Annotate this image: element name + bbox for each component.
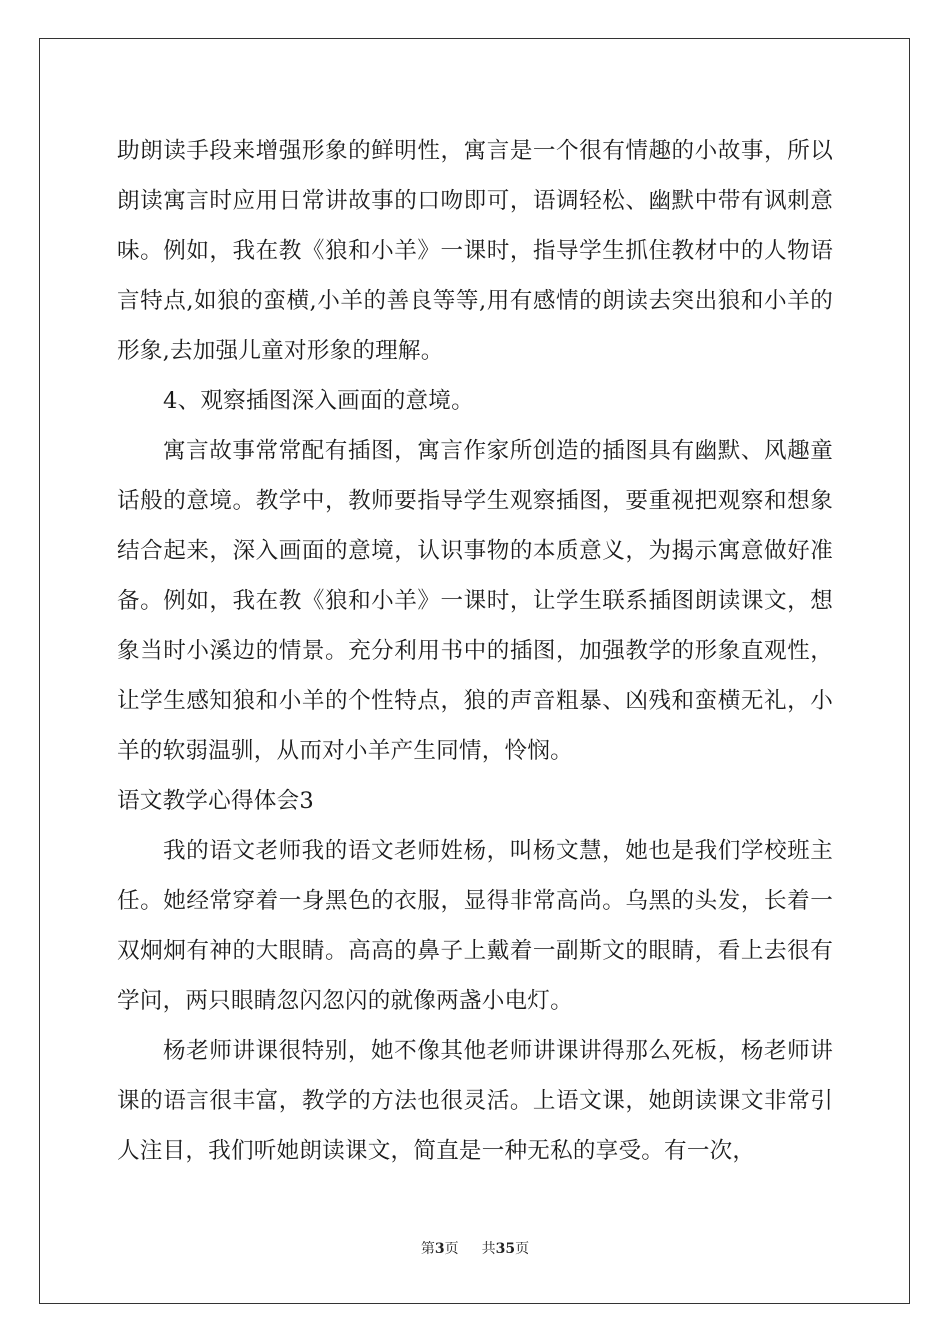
paragraph-section-4: 4、观察插图深入画面的意境。: [163, 388, 474, 414]
page-number: 3: [434, 1241, 445, 1257]
paragraph-continuation: 助朗读手段来增强形象的鲜明性，寓言是一个很有情趣的小故事，所以朗读寓言时应用日常讲故事的口吻即可，语调轻松、幽默中带有讽刺意味。例如，我在教《狼和小羊》一课时，指导学生抓住教材中的人物语言特点,如狼的蛮横,小羊的善良等等,用有感情的朗读去突出狼和小羊的形象,去加强儿童对形象的理解。: [117, 138, 833, 364]
section-heading: 语文教学心得体会3: [117, 788, 314, 814]
paragraph-teacher-intro: 我的语文老师我的语文老师姓杨，叫杨文慧，她也是我们学校班主任。她经常穿着一身黑色的衣服，显得非常高尚。乌黑的头发，长着一双炯炯有神的大眼睛。高高的鼻子上戴着一副斯文的眼睛，看上去很有学问，两只眼睛忽闪忽闪的就像两盏小电灯。: [117, 838, 833, 1014]
total-pages: 35: [495, 1241, 516, 1257]
page-suffix: 页: [444, 1241, 459, 1257]
page-prefix: 第: [420, 1241, 435, 1257]
document-body: [117, 126, 833, 1176]
paragraph-teacher-lessons: 杨老师讲课很特别，她不像其他老师讲课讲得那么死板，杨老师讲课的语言很丰富，教学的方法也很灵活。上语文课，她朗读课文非常引人注目，我们听她朗读课文，简直是一种无私的享受。有一次，: [117, 1038, 833, 1164]
paragraph-illustration: 寓言故事常常配有插图，寓言作家所创造的插图具有幽默、风趣童话般的意境。教学中，教师要指导学生观察插图，要重视把观察和想象结合起来，深入画面的意境，认识事物的本质意义，为揭示寓意做好准备。例如，我在教《狼和小羊》一课时，让学生联系插图朗读课文，想象当时小溪边的情景。充分利用书中的插图，加强教学的形象直观性，让学生感知狼和小羊的个性特点，狼的声音粗暴、凶残和蛮横无礼，小羊的软弱温驯，从而对小羊产生同情，怜悯。: [117, 438, 833, 764]
page-footer: [0, 1238, 950, 1258]
total-prefix: 共: [481, 1241, 496, 1257]
total-suffix: 页: [515, 1241, 530, 1257]
